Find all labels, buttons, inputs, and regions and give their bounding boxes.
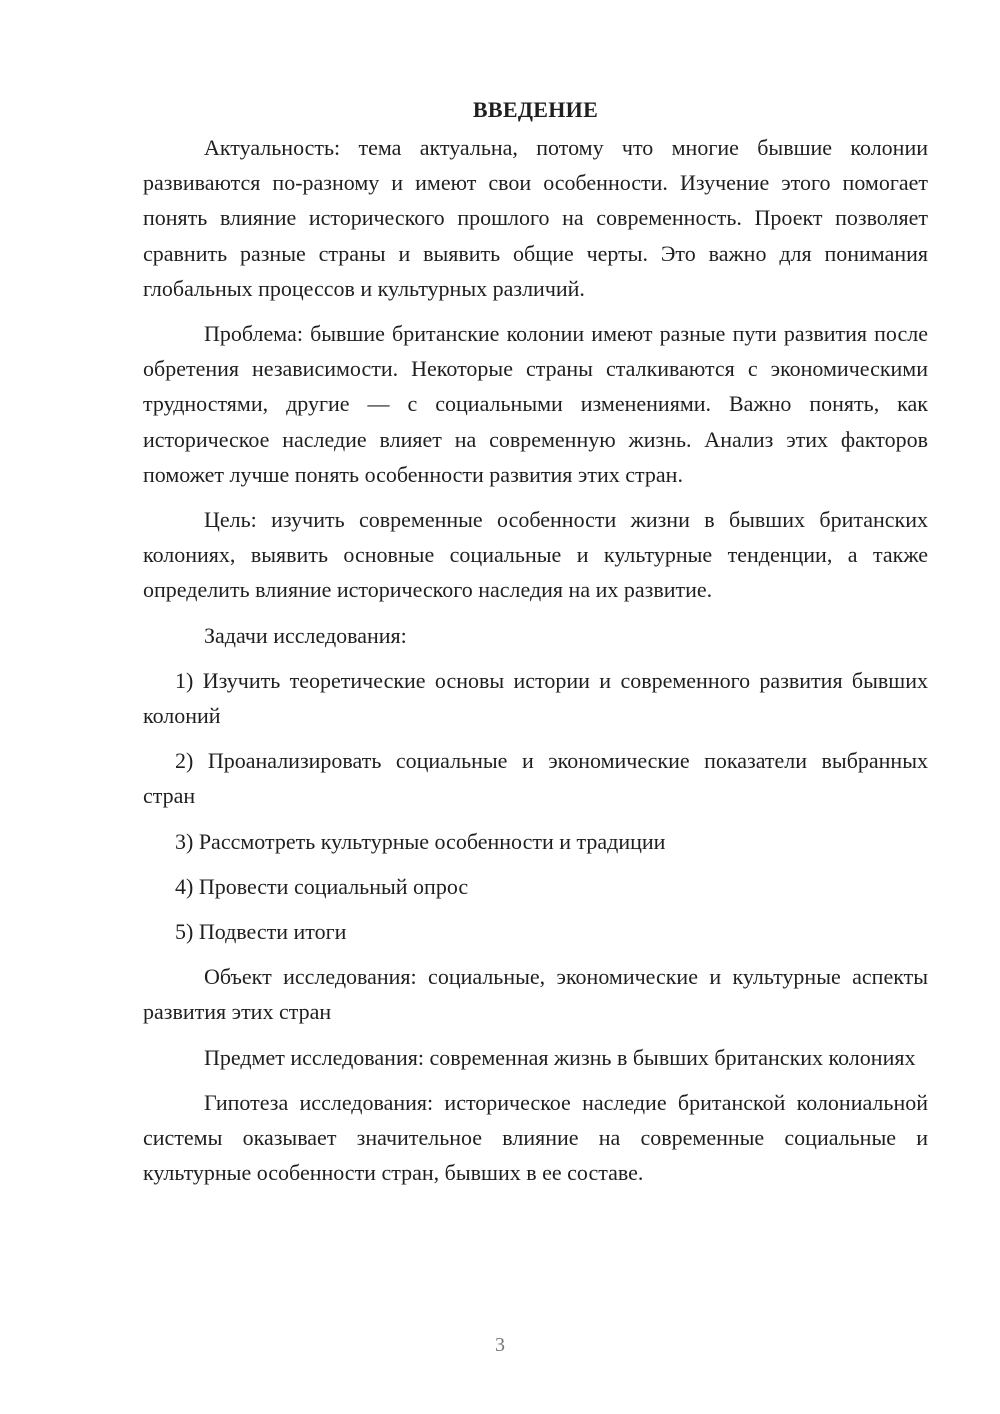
paragraph-hypothesis: Гипотеза исследования: историческое наследие британской колониальной системы оказывает значительное влияние на современные социальные и культурные особенности стран, бывших в ее составе. [143,1089,928,1186]
list-item-task-1: 1) Изучить теоретические основы истории и современного развития бывших колоний [143,667,928,729]
section-title: ВВЕДЕНИЕ [472,97,599,122]
page-number: 3 [495,1334,505,1356]
paragraph-goal: Цель: изучить современные особенности жизни в бывших британских колониях, выявить основные социальные и культурные тенденции, а также определить влияние исторического наследия на их развитие. [143,507,928,603]
list-item-task-2: 2) Проанализировать социальные и экономические показатели выбранных стран [143,748,928,809]
list-item-task-5: 5) Подвести итоги [175,919,347,945]
paragraph-subject: Предмет исследования: современная жизнь в бывших британских колониях [204,1044,916,1070]
paragraph-problem: Проблема: бывшие британские колонии имеют разные пути развития после обретения независимости. Некоторые страны сталкиваются с экономическими трудностями, другие — с социальными изменениями. Важно понять, как историческое наследие влияет на современную жизнь. Анализ этих факторов поможет лучше понять особенности развития этих стран. [143,321,928,487]
paragraph-relevance: Актуальность: тема актуальна, потому что многие бывшие колонии развиваются по-разному и имеют свои особенности. Изучение этого помогает понять влияние исторического прошлого на современность. Проект позволяет сравнить разные страны и выявить общие черты. Это важно для понимания глобальных процессов и культурных различий. [143,135,928,301]
list-item-task-4: 4) Провести социальный опрос [175,873,469,899]
paragraph-object: Объект исследования: социальные, экономические и культурные аспекты развития этих стран [143,964,928,1025]
paragraph-tasks-heading: Задачи исследования: [204,622,407,648]
document-page [143,92,928,1190]
list-item-task-3: 3) Рассмотреть культурные особенности и традиции [175,828,666,854]
